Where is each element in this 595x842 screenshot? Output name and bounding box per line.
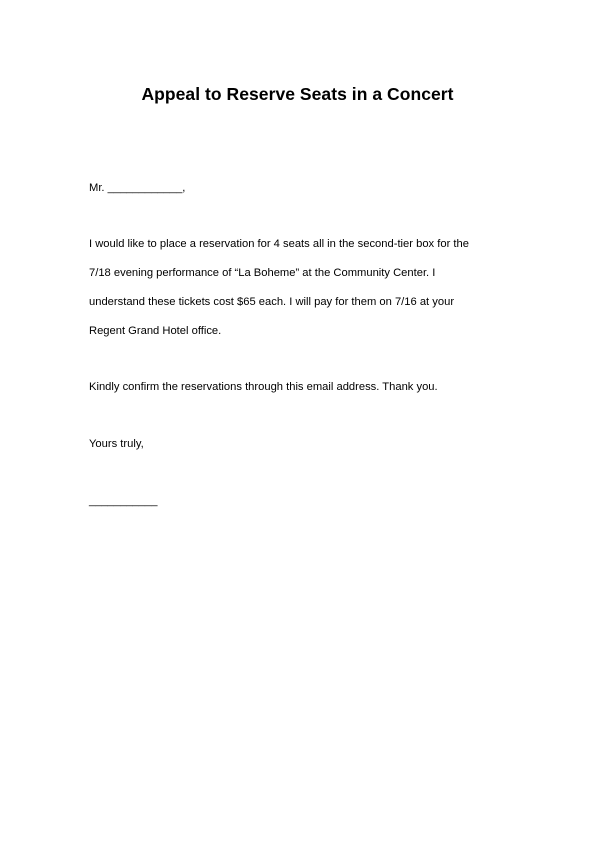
body-line: understand these tickets cost $65 each. I will pay for them on 7/16 at your [89,296,455,308]
body-line: 7/18 evening performance of “La Boheme” at the Community Center. I [89,267,436,279]
closing: Yours truly, [89,438,144,450]
confirmation-text: Kindly confirm the reservations through this email address. Thank you. [89,381,438,393]
salutation: Mr. ____________, [89,182,186,194]
body-line: Regent Grand Hotel office. [89,325,222,337]
letter-title: Appeal to Reserve Seats in a Concert [141,84,454,104]
signature-line: ___________ [89,495,158,507]
body-line: I would like to place a reservation for 4 seats all in the second-tier box for the [89,238,469,250]
